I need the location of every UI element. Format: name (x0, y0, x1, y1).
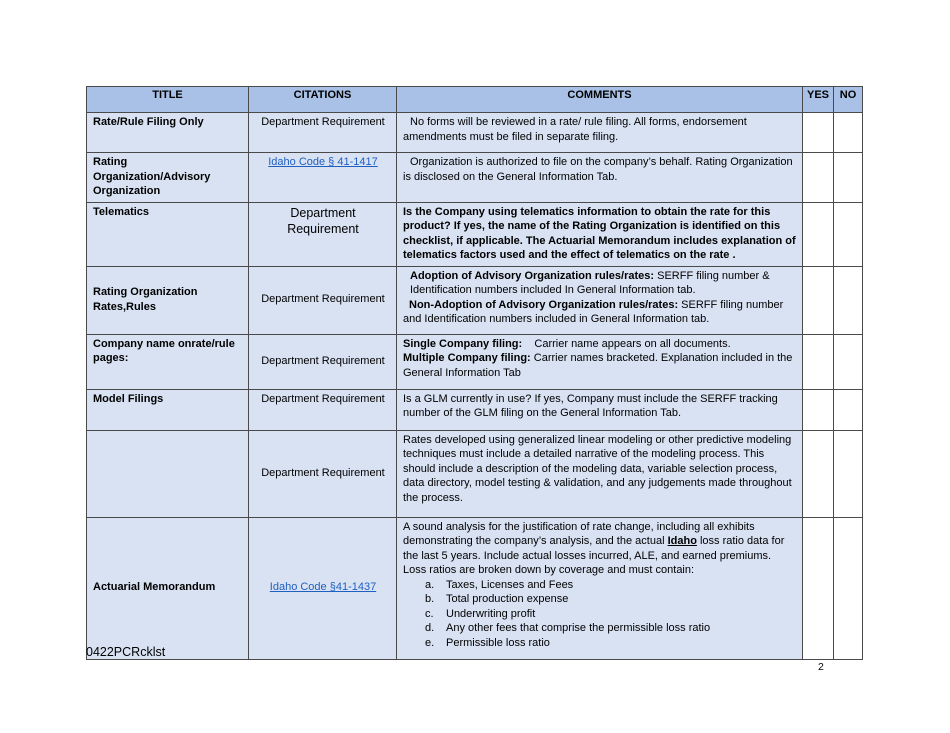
no-cell[interactable] (834, 334, 863, 389)
comment-text: Organization is authorized to file on the company’s behalf. Rating Organization is disclosed on the General Information Tab. (403, 156, 793, 183)
header-comments: COMMENTS (397, 87, 803, 113)
yes-cell[interactable] (803, 202, 834, 266)
row-citation: Department Requirement (249, 389, 397, 430)
row-citation: Department Requirement (249, 113, 397, 153)
no-cell[interactable] (834, 389, 863, 430)
list-text: Total production expense (446, 593, 569, 605)
adoption-text: SERFF filing number & Identification numbers included In General Information tab. (410, 269, 770, 296)
no-cell[interactable] (834, 266, 863, 334)
multiple-company-label: Multiple Company filing: (403, 352, 531, 364)
no-cell[interactable] (834, 430, 863, 517)
table-row (87, 113, 863, 153)
row-title: Actuarial Memorandum (87, 517, 249, 659)
no-cell[interactable] (834, 113, 863, 153)
citation-text: Department Requirement (287, 205, 359, 236)
row-title: Telematics (87, 202, 249, 266)
list-marker: b. (425, 593, 435, 605)
list-text: Taxes, Licenses and Fees (446, 578, 574, 591)
single-company-text: Carrier name appears on all documents. (522, 337, 731, 350)
list-marker: c. (425, 607, 434, 620)
no-cell[interactable] (834, 153, 863, 203)
yes-cell[interactable] (803, 113, 834, 153)
table-row (87, 266, 863, 334)
row-title (87, 430, 249, 517)
row-comment (397, 517, 803, 659)
memorandum-state: Idaho (667, 535, 697, 547)
row-title: Company name onrate/rule pages: (87, 334, 249, 389)
row-title: Rate/Rule Filing Only (87, 113, 249, 153)
list-marker: a. (425, 578, 435, 591)
table-row (87, 153, 863, 203)
yes-cell[interactable] (803, 517, 834, 659)
yes-cell[interactable] (803, 266, 834, 334)
memorandum-post: loss ratio data for the last 5 years. Include actual losses incurred, ALE, and earned premiums. Loss ratios are broken down by coverage and must contain: (403, 535, 785, 576)
header-yes: YES (803, 87, 834, 113)
row-comment (397, 153, 803, 203)
row-citation (249, 517, 397, 659)
citation-link[interactable]: Idaho Code § 41-1417 (268, 156, 378, 168)
comment-text: No forms will be reviewed in a rate/ rule filing. All forms, endorsement amendments must be filed in separate filing. (403, 116, 747, 143)
non-adoption-label: Non-Adoption of Advisory Organization rules/rates: (409, 298, 679, 311)
multiple-company-text: Carrier names bracketed. Explanation included in the General Information Tab (403, 352, 793, 379)
header-no: NO (834, 87, 863, 113)
adoption-label: Adoption of Advisory Organization rules/rates: (410, 269, 655, 282)
memorandum-pre: A sound analysis for the justification of rate change, including all exhibits demonstrating the company’s analysis, and the actual (403, 520, 755, 547)
citation-link[interactable]: Idaho Code §41-1437 (269, 581, 377, 594)
adoption-line (403, 269, 797, 298)
no-cell[interactable] (834, 202, 863, 266)
form-code: 0422PCRcklst (86, 645, 166, 659)
row-title: Model Filings (87, 389, 249, 430)
row-comment: Is a GLM currently in use? If yes, Company must include the SERFF tracking number of the GLM filing on the General Information Tab. (397, 389, 803, 430)
row-citation: Department Requirement (249, 430, 397, 517)
table-row (87, 517, 863, 659)
header-citations: CITATIONS (249, 87, 397, 113)
single-company-line (403, 337, 797, 352)
list-item (425, 636, 797, 651)
list-text: Underwriting profit (446, 607, 536, 620)
yes-cell[interactable] (803, 389, 834, 430)
list-text: Any other fees that comprise the permissible loss ratio (446, 622, 711, 634)
table-row (87, 389, 863, 430)
list-item (425, 607, 797, 622)
no-cell[interactable] (834, 517, 863, 659)
row-comment (397, 266, 803, 334)
list-item (425, 592, 797, 607)
table-row (87, 202, 863, 266)
row-title: Rating Organization Rates,Rules (87, 266, 249, 334)
row-comment (397, 113, 803, 153)
row-citation: Department Requirement (249, 334, 397, 389)
page-number: 2 (818, 661, 824, 673)
yes-cell[interactable] (803, 334, 834, 389)
checklist-table (86, 86, 863, 660)
yes-cell[interactable] (803, 153, 834, 203)
yes-cell[interactable] (803, 430, 834, 517)
row-comment: Is the Company using telematics information to obtain the rate for this product? If yes, the name of the Rating Organization is identified on this checklist, if applicable. The Actuarial Memorandum includes explanation of telematics factors used and the effect of telematics on the rate . (397, 202, 803, 266)
table-row (87, 334, 863, 389)
row-citation (249, 202, 397, 266)
list-text: Permissible loss ratio (446, 636, 550, 649)
multiple-company-line (403, 351, 797, 380)
list-marker: e. (425, 636, 435, 649)
list-item (425, 578, 797, 593)
row-comment: Rates developed using generalized linear modeling or other predictive modeling techniques must include a detailed narrative of the modeling process. This should include a description of the modeling data, variable selection process, data directory, model testing & validation, and any judgements made throughout the process. (397, 430, 803, 517)
single-company-label: Single Company filing: (403, 337, 523, 350)
row-citation (249, 153, 397, 203)
header-row (87, 87, 863, 113)
list-item (425, 621, 797, 636)
header-title: TITLE (87, 87, 249, 113)
row-comment (397, 334, 803, 389)
row-citation: Department Requirement (249, 266, 397, 334)
row-title: Rating Organization/Advisory Organization (87, 153, 249, 203)
loss-ratio-list (403, 578, 797, 651)
non-adoption-text: SERFF filing number and Identification numbers included in General Information tab. (403, 298, 784, 325)
table-row (87, 430, 863, 517)
memorandum-text (403, 520, 797, 578)
list-marker: d. (425, 622, 435, 634)
non-adoption-line (403, 298, 797, 327)
